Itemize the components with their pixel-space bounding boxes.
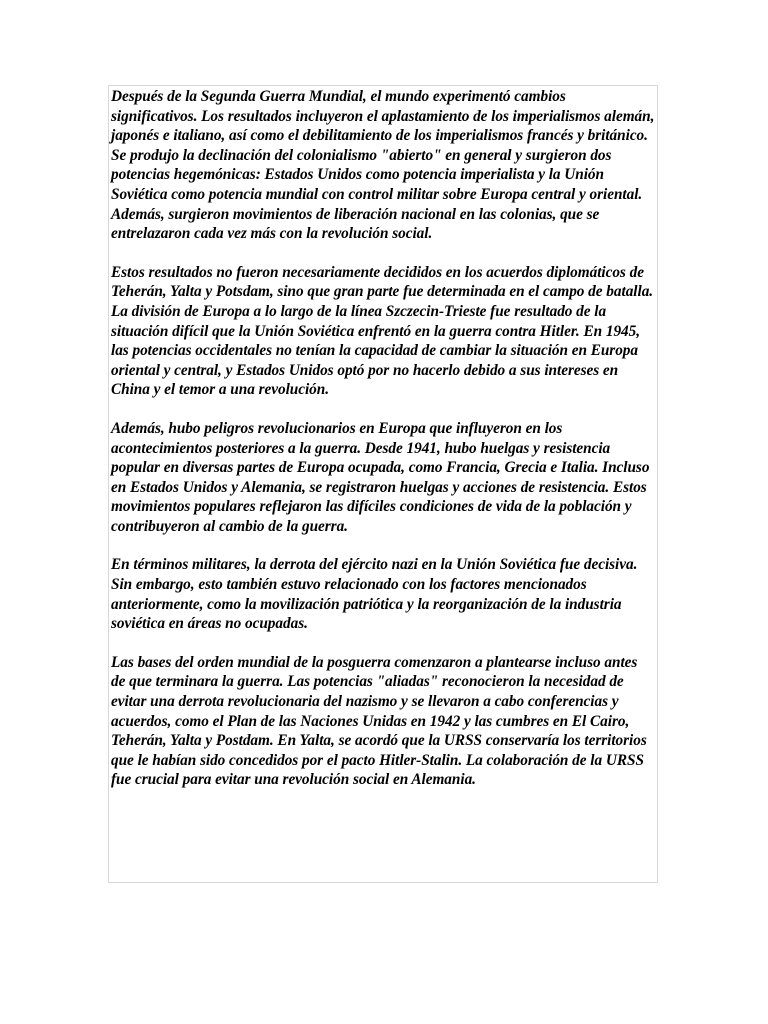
paragraph-5: Las bases del orden mundial de la posguerra comenzaron a plantearse incluso antes de que terminara la guerra. Las potencias "aliadas" reconocieron la necesidad de evitar una derrota revolucionaria del nazismo y se llevaron a cabo conferencias y acuerdos, como el Plan de las Naciones Unidas en 1942 y las cumbres en El Cairo, Teherán, Yalta y Postdam. En Yalta, se acordó que la URSS conservaría los territorios que le habían sido concedidos por el pacto Hitler-Stalin. La colaboración de la URSS fue crucial para evitar una revolución social en Alemania.: [111, 653, 647, 789]
document-page: [108, 85, 658, 883]
paragraph-4: En términos militares, la derrota del ejército nazi en la Unión Soviética fue decisiva. Sin embargo, esto también estuvo relacionado con los factores mencionados anteriormente, como la movilización patriótica y la reorganización de la industria soviética en áreas no ocupadas.: [111, 556, 638, 633]
paragraph-1: Después de la Segunda Guerra Mundial, el mundo experimentó cambios significativos. Los resultados incluyeron el aplastamiento de los imperialismos alemán, japonés e italiano, así como el debilitamiento de los imperialismos francés y británico. Se produjo la declinación del colonialismo "abierto" en general y surgieron dos potencias hegemónicas: Estados Unidos como potencia imperialista y la Unión Soviética como potencia mundial con control militar sobre Europa central y oriental. Además, surgieron movimientos de liberación nacional en las colonias, que se entrelazaron cada vez más con la revolución social.: [111, 88, 655, 243]
paragraph-2: Estos resultados no fueron necesariamente decididos en los acuerdos diplomáticos de Teherán, Yalta y Potsdam, sino que gran parte fue determinada en el campo de batalla. La división de Europa a lo largo de la línea Szczecin-Trieste fue resultado de la situación difícil que la Unión Soviética enfrentó en la guerra contra Hitler. En 1945, las potencias occidentales no tenían la capacidad de cambiar la situación en Europa oriental y central, y Estados Unidos optó por no hacerlo debido a sus intereses en China y el temor a una revolución.: [111, 263, 654, 399]
paragraph-3: Además, hubo peligros revolucionarios en Europa que influyeron en los acontecimientos posteriores a la guerra. Desde 1941, hubo huelgas y resistencia popular en diversas partes de Europa ocupada, como Francia, Grecia e Italia. Incluso en Estados Unidos y Alemania, se registraron huelgas y acciones de resistencia. Estos movimientos populares reflejaron las difíciles condiciones de vida de la población y contribuyeron al cambio de la guerra.: [111, 419, 650, 535]
